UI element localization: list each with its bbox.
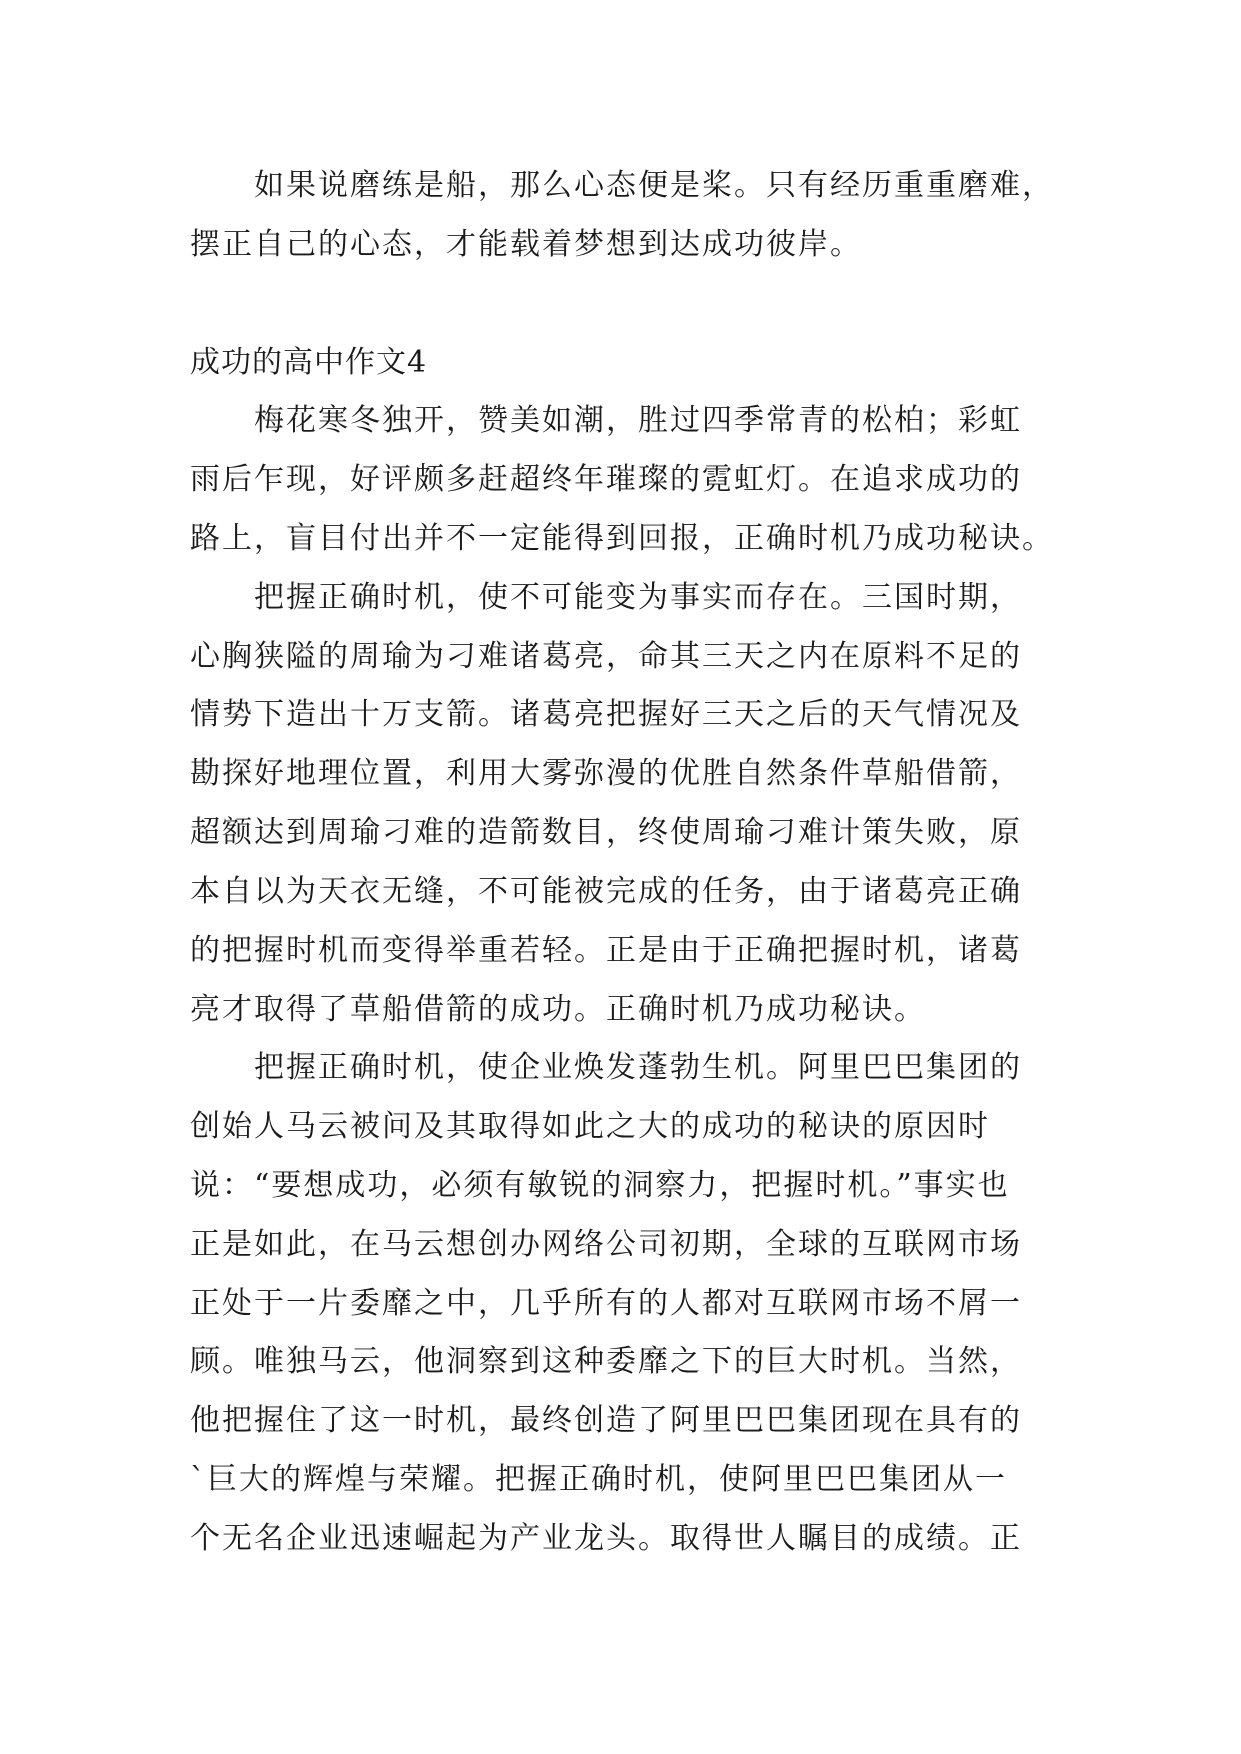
- paragraph-line: `巨大的辉煌与荣耀。把握正确时机，使阿里巴巴集团从一: [190, 1462, 1007, 1497]
- section-heading: 成功的高中作文4: [190, 345, 428, 380]
- paragraph-line: 说：“要想成功，必须有敏锐的洞察力，把握时机。”事实也: [190, 1168, 1010, 1203]
- paragraph-line: 把握正确时机，使企业焕发蓬勃生机。阿里巴巴集团的: [190, 1050, 1022, 1085]
- paragraph-line: 勘探好地理位置，利用大雾弥漫的优胜自然条件草船借箭，: [190, 756, 1022, 791]
- paragraph-line: 雨后乍现，好评颇多赶超终年璀璨的霓虹灯。在追求成功的: [190, 462, 1022, 497]
- paragraph-line: 超额达到周瑜刁难的造箭数目，终使周瑜刁难计策失败，原: [190, 815, 1022, 850]
- paragraph-line: 他把握住了这一时机，最终创造了阿里巴巴集团现在具有的: [190, 1403, 1022, 1438]
- paragraph-line: 创始人马云被问及其取得如此之大的成功的秘诀的原因时: [190, 1109, 990, 1144]
- paragraph-line: 亮才取得了草船借箭的成功。正确时机乃成功秘诀。: [190, 992, 926, 1027]
- paragraph-line: 情势下造出十万支箭。诸葛亮把握好三天之后的天气情况及: [190, 697, 1022, 732]
- paragraph-line: 心胸狭隘的周瑜为刁难诸葛亮，命其三天之内在原料不足的: [190, 639, 1022, 674]
- paragraph-line: 正处于一片委靡之中，几乎所有的人都对互联网市场不屑一: [190, 1286, 1022, 1321]
- paragraph-line: 顾。唯独马云，他洞察到这种委靡之下的巨大时机。当然，: [190, 1344, 1022, 1379]
- paragraph-line: 梅花寒冬独开，赞美如潮，胜过四季常青的松柏；彩虹: [190, 403, 1022, 438]
- paragraph-line: 如果说磨练是船，那么心态便是桨。只有经历重重磨难，: [190, 168, 1054, 203]
- paragraph-line: 路上，盲目付出并不一定能得到回报，正确时机乃成功秘诀。: [190, 521, 1054, 556]
- paragraph-line: 本自以为天衣无缝，不可能被完成的任务，由于诸葛亮正确: [190, 874, 1022, 909]
- paragraph-line: 把握正确时机，使不可能变为事实而存在。三国时期，: [190, 580, 1022, 615]
- paragraph-line: 摆正自己的心态，才能载着梦想到达成功彼岸。: [190, 227, 862, 262]
- paragraph-line: 的把握时机而变得举重若轻。正是由于正确把握时机，诸葛: [190, 933, 1022, 968]
- paragraph-line: 正是如此，在马云想创办网络公司初期，全球的互联网市场: [190, 1227, 1022, 1262]
- paragraph-line: 个无名企业迅速崛起为产业龙头。取得世人瞩目的成绩。正: [190, 1521, 1022, 1556]
